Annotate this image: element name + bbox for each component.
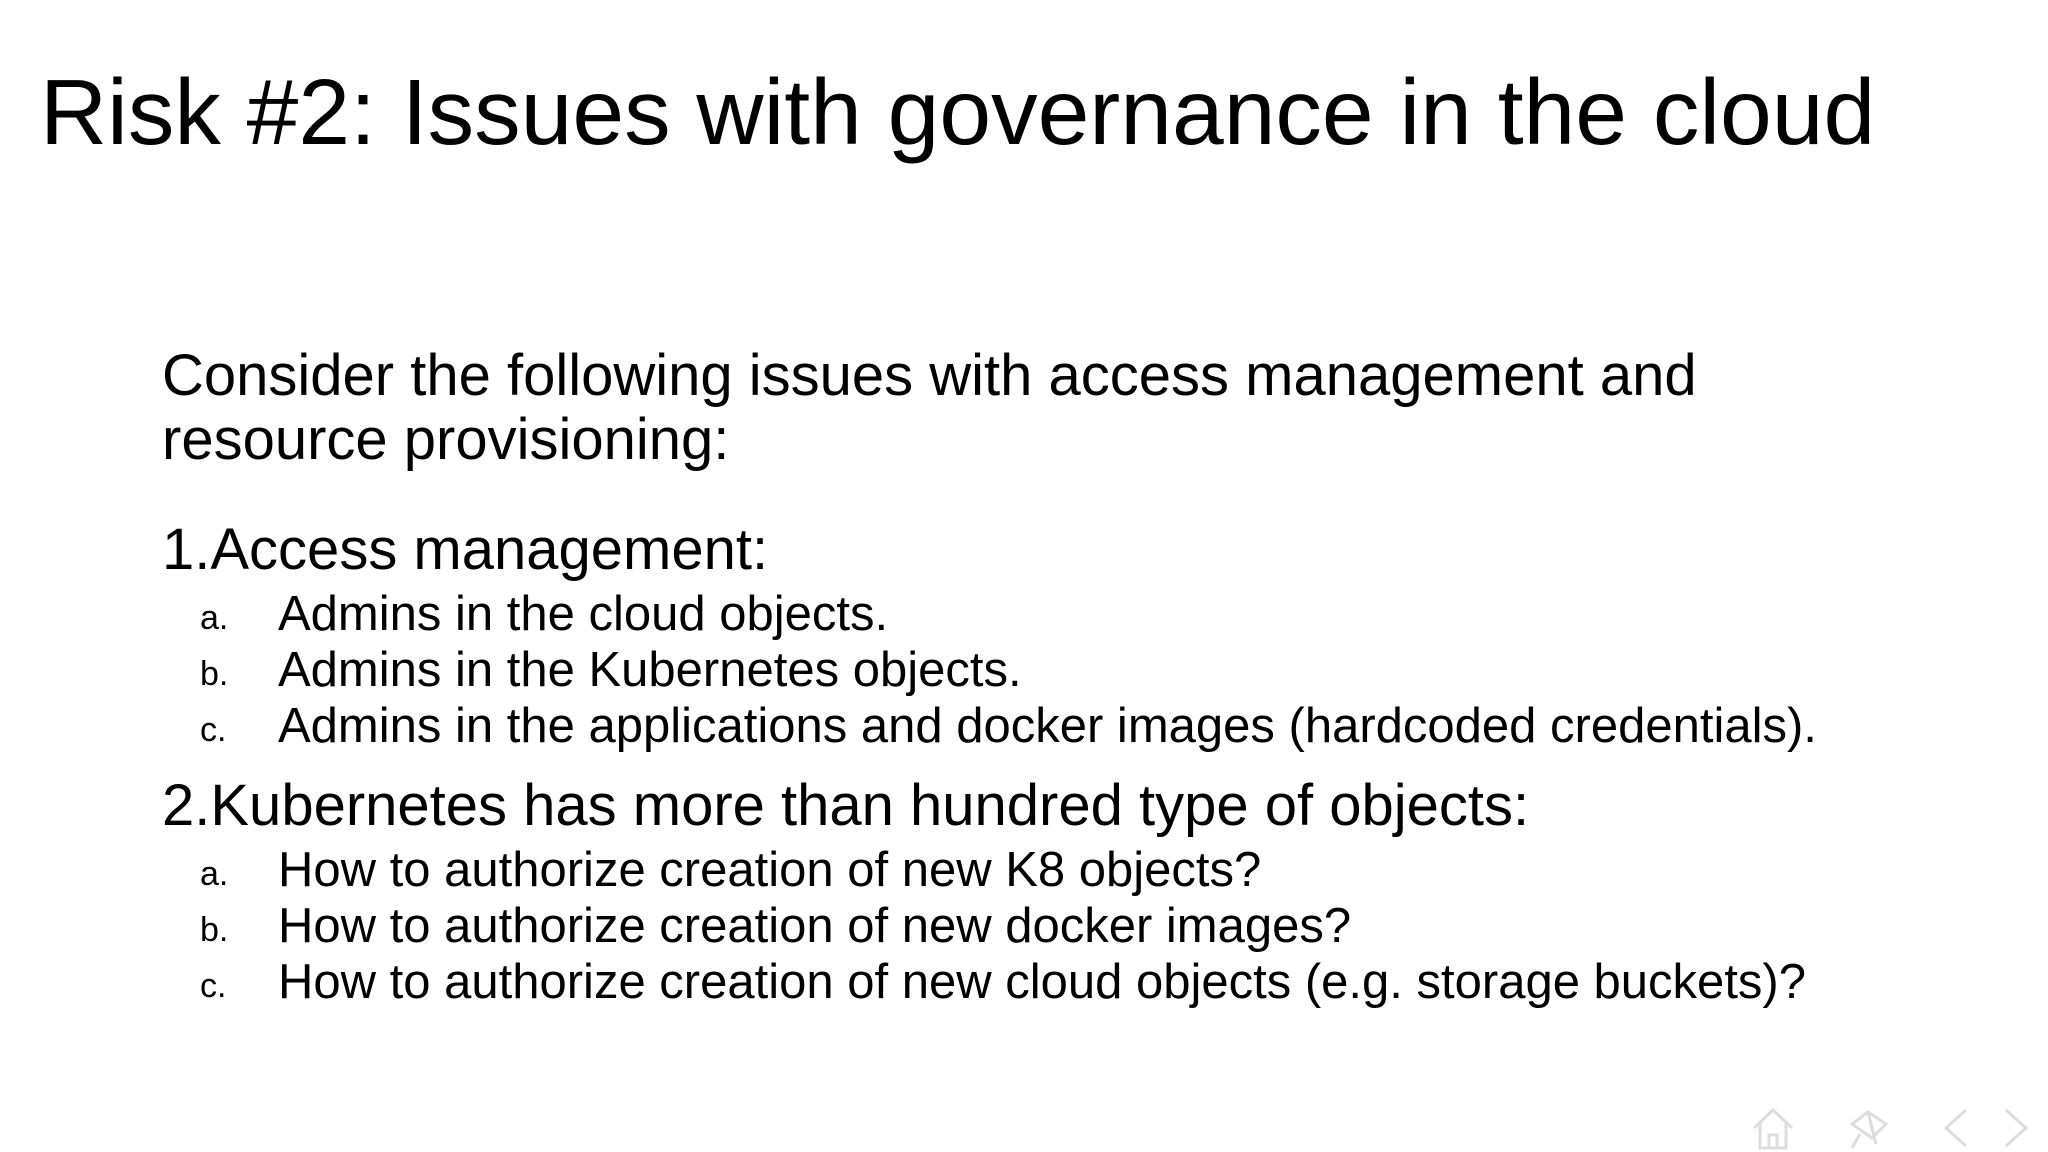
sublist-text: How to authorize creation of new cloud objects (e.g. storage buckets)?: [278, 955, 1806, 1009]
sublist-marker: a.: [200, 599, 229, 637]
zoom-icon[interactable]: [1846, 1104, 1892, 1152]
sublist-item: [162, 698, 2002, 754]
sublist-text: Admins in the cloud objects.: [278, 587, 889, 641]
sublist-item: [162, 954, 2002, 1010]
intro-line: resource provisioning:: [162, 407, 730, 472]
sublist-marker: c.: [200, 967, 227, 1005]
intro-line: Consider the following issues with access management and: [162, 343, 1697, 408]
sublist-item: [162, 898, 2002, 954]
list-item-kubernetes-objects: [162, 774, 2002, 1010]
sublist-marker: a.: [200, 855, 229, 893]
sublist-marker: b.: [200, 655, 229, 693]
list-item-heading: 1.Access management:: [162, 517, 769, 582]
sublist-text: Admins in the Kubernetes objects.: [278, 643, 1022, 697]
sublist-item: [162, 586, 2002, 642]
previous-icon[interactable]: [1938, 1104, 1974, 1152]
sublist-text: How to authorize creation of new docker images?: [278, 899, 1352, 953]
slide-body: [162, 344, 2002, 1030]
sublist-text: How to authorize creation of new K8 objects?: [278, 843, 1262, 897]
slide-title: Risk #2: Issues with governance in the cloud: [40, 60, 1876, 164]
next-icon[interactable]: [1998, 1104, 2034, 1152]
sublist-marker: b.: [200, 911, 229, 949]
list-item-heading: 2.Kubernetes has more than hundred type of objects:: [162, 773, 1530, 838]
sublist: [162, 842, 2002, 1010]
sublist-item: [162, 642, 2002, 698]
intro-paragraph: [162, 344, 2002, 472]
sublist-marker: c.: [200, 711, 227, 749]
sublist-text: Admins in the applications and docker images (hardcoded credentials).: [278, 699, 1817, 753]
sublist-item: [162, 842, 2002, 898]
home-icon[interactable]: [1750, 1104, 1796, 1152]
list-item-access-management: [162, 518, 2002, 754]
sublist: [162, 586, 2002, 754]
slide-navigation: [1728, 1092, 2048, 1152]
